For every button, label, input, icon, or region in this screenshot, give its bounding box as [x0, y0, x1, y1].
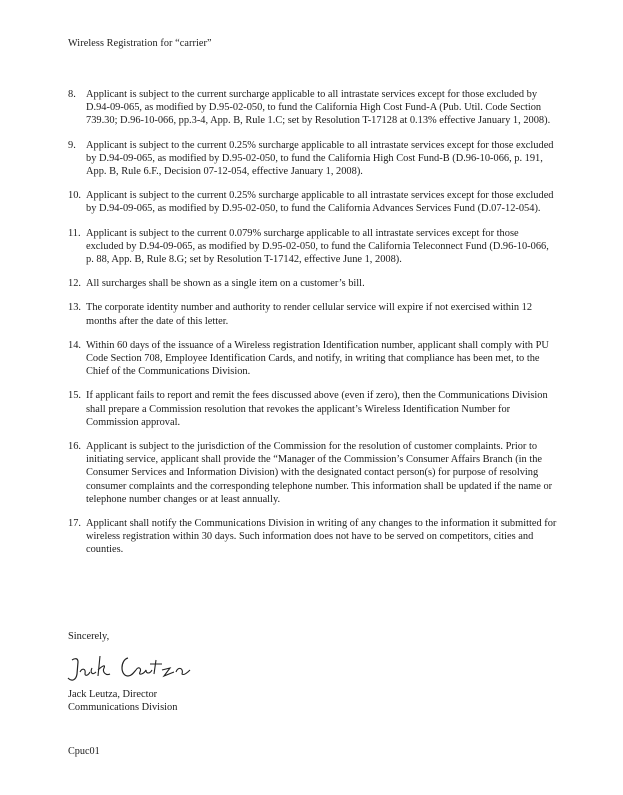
running-header: Wireless Registration for “carrier” [68, 38, 212, 49]
condition-text: Applicant is subject to the current surcharge applicable to all intrastate services except for those excluded by D.94-09-065, as modified by D.95-02-050, to fund the California High Cost Fund-A (Pub. Util. Code Section 739.30; D.96-10-066, pp.3-4, App. B, Rule 1.C; set by Resolution T-17128 at 0.13% effective January 1, 2008). [86, 89, 551, 127]
condition-number: 8. [68, 89, 76, 100]
condition-number: 9. [68, 139, 76, 151]
handwritten-signature [66, 650, 196, 686]
condition-text: All surcharges shall be shown as a single item on a customer’s bill. [86, 278, 365, 290]
condition-text: Applicant is subject to the jurisdiction of the Commission for the resolution of customer complaints. Prior to initiating service, applicant shall provide the “Manager of the Commission’s Consumer Affairs Branch (in the Consumer Services and Information Division) with the designated contact person(s) for purpose of resolving consumer complaints and the corresponding telephone number. This information shall be updated if the name or telephone number changes or at least annually. [86, 441, 553, 505]
signer-name: Jack Leutza, Director [68, 689, 158, 700]
condition-number: 11. [68, 227, 81, 239]
numbered-conditions-list [68, 88, 558, 568]
condition-number: 15. [68, 390, 81, 402]
condition-item [68, 440, 558, 506]
condition-number: 16. [68, 441, 81, 453]
condition-number: 13. [68, 302, 81, 314]
condition-number: 17. [68, 518, 81, 530]
condition-item [68, 227, 558, 267]
condition-item [68, 339, 558, 379]
condition-number: 10. [68, 190, 81, 202]
condition-text: Applicant is subject to the current 0.25% surcharge applicable to all intrastate services except for those excluded by D.94-09-065, as modified by D.95-02-050, to fund the California High Cost Fund-B (D.96-10-066, p. 191, App. B, Rule 6.F., Decision 07-12-054, effective January 1, 2008). [86, 139, 554, 178]
condition-number: 14. [68, 339, 81, 351]
condition-item [68, 389, 558, 429]
condition-item [68, 301, 558, 327]
condition-item [68, 517, 558, 557]
condition-item [68, 189, 558, 215]
condition-item [68, 277, 558, 290]
footer-code: Cpuc01 [68, 746, 100, 757]
condition-text: Applicant is subject to the current 0.25% surcharge applicable to all intrastate services except for those excluded by D.94-09-065, as modified by D.95-02-050, to fund the California Advances Services Fund (D.07-12-054). [86, 190, 554, 215]
condition-text: Applicant shall notify the Communications Division in writing of any changes to the information it submitted for wireless registration within 30 days. Such information does not have to be served on competitors, cities and counties. [86, 518, 557, 556]
condition-text: The corporate identity number and authority to render cellular service will expire if not exercised within 12 months after the date of this letter. [86, 302, 533, 327]
condition-item [68, 139, 558, 179]
condition-text: Applicant is subject to the current 0.079% surcharge applicable to all intrastate services except for those excluded by D.94-09-065, as modified by D.95-02-050, to fund the California Teleconnect Fund (D.96-10-066, p. 88, App. B, Rule 8.G; set by Resolution T-17142, effective June 1, 2008). [86, 227, 549, 266]
condition-item [68, 88, 558, 128]
condition-text: Within 60 days of the issuance of a Wireless registration Identification number, applicant shall comply with PU Code Section 708, Employee Identification Cards, and notify, in writing that compliance has been met, to the Chief of the Communications Division. [86, 339, 549, 378]
signer-block [68, 688, 177, 714]
condition-number: 12. [68, 278, 81, 290]
signer-division: Communications Division [68, 702, 178, 713]
condition-text: If applicant fails to report and remit the fees discussed above (even if zero), then the Communications Division shall prepare a Commission resolution that revokes the applicant’s Wireless Identification Number for Commission approval. [86, 390, 548, 428]
closing-salutation: Sincerely, [68, 631, 110, 642]
